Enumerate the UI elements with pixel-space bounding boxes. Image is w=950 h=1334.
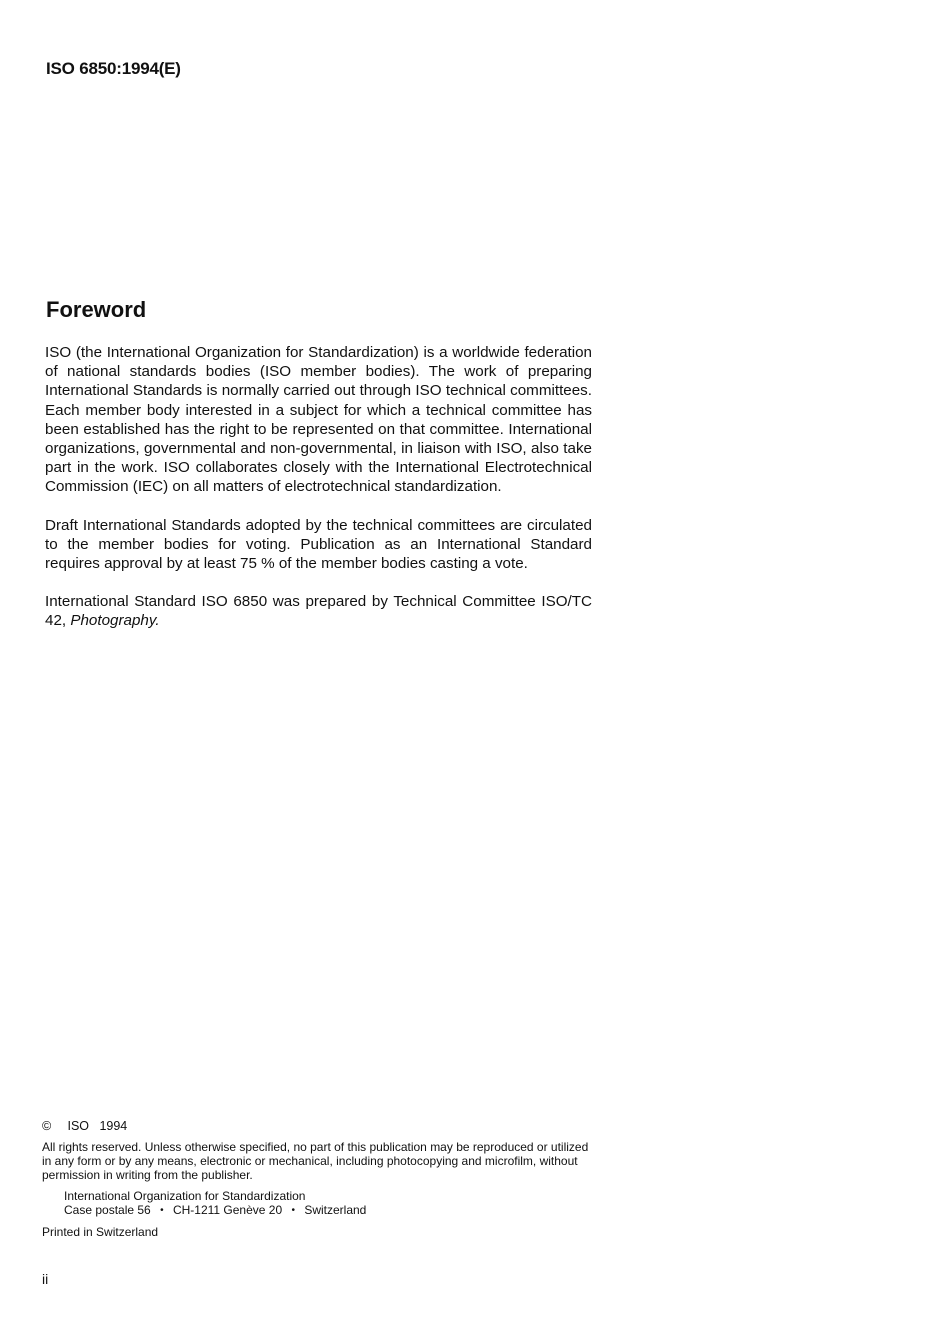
bullet-separator: • [160,1205,164,1216]
address-postbox: Case postale 56 [64,1203,151,1217]
copyright-notice [42,1119,592,1239]
printed-in: Printed in Switzerland [42,1225,159,1239]
bullet-separator: • [291,1205,295,1216]
section-heading: Foreword [46,297,147,322]
copyright-symbol: © [42,1119,52,1133]
publisher-address [42,1189,592,1218]
rights-statement: All rights reserved. Unless otherwise specified, no part of this publication may be reproduced or utilized in any form or by any means, electronic or mechanical, including photocopying and microfilm, without permission in writing from the publisher. [42,1140,589,1182]
copyright-year: 1994 [99,1119,128,1133]
page-number: ii [42,1271,49,1287]
committee-name: Photography. [70,612,160,630]
address-country: Switzerland [304,1203,367,1217]
foreword-paragraph-3 [45,592,592,630]
publisher-name: International Organization for Standardization [64,1189,306,1203]
foreword-body [45,343,592,650]
address-city: CH-1211 Genève 20 [172,1203,283,1217]
foreword-paragraph-2: Draft International Standards adopted by the technical committees are circulated to the member bodies for voting. Publication as an International Standard requires approval by at least 75 % of the member bodies casting a vote. [45,516,592,573]
prepared-by-text: International Standard ISO 6850 was prepared by Technical Committee ISO/TC 42, [45,593,592,630]
foreword-paragraph-1: ISO (the International Organization for Standardization) is a worldwide federation of national standards bodies (ISO member bodies). The work of preparing International Standards is normally carried out through ISO technical committees. Each member body interested in a subject for which a technical committee has been established has the right to be represented on that committee. International organizations, governmental and non-governmental, in liaison with ISO, also take part in the work. ISO collaborates closely with the International Electrotechnical Commission (IEC) on all matters of electrotechnical standardization. [45,344,592,496]
publisher-postal-address [64,1203,592,1218]
copyright-line [42,1119,592,1133]
copyright-owner: ISO [67,1119,90,1133]
document-identifier: ISO 6850:1994(E) [46,59,181,78]
